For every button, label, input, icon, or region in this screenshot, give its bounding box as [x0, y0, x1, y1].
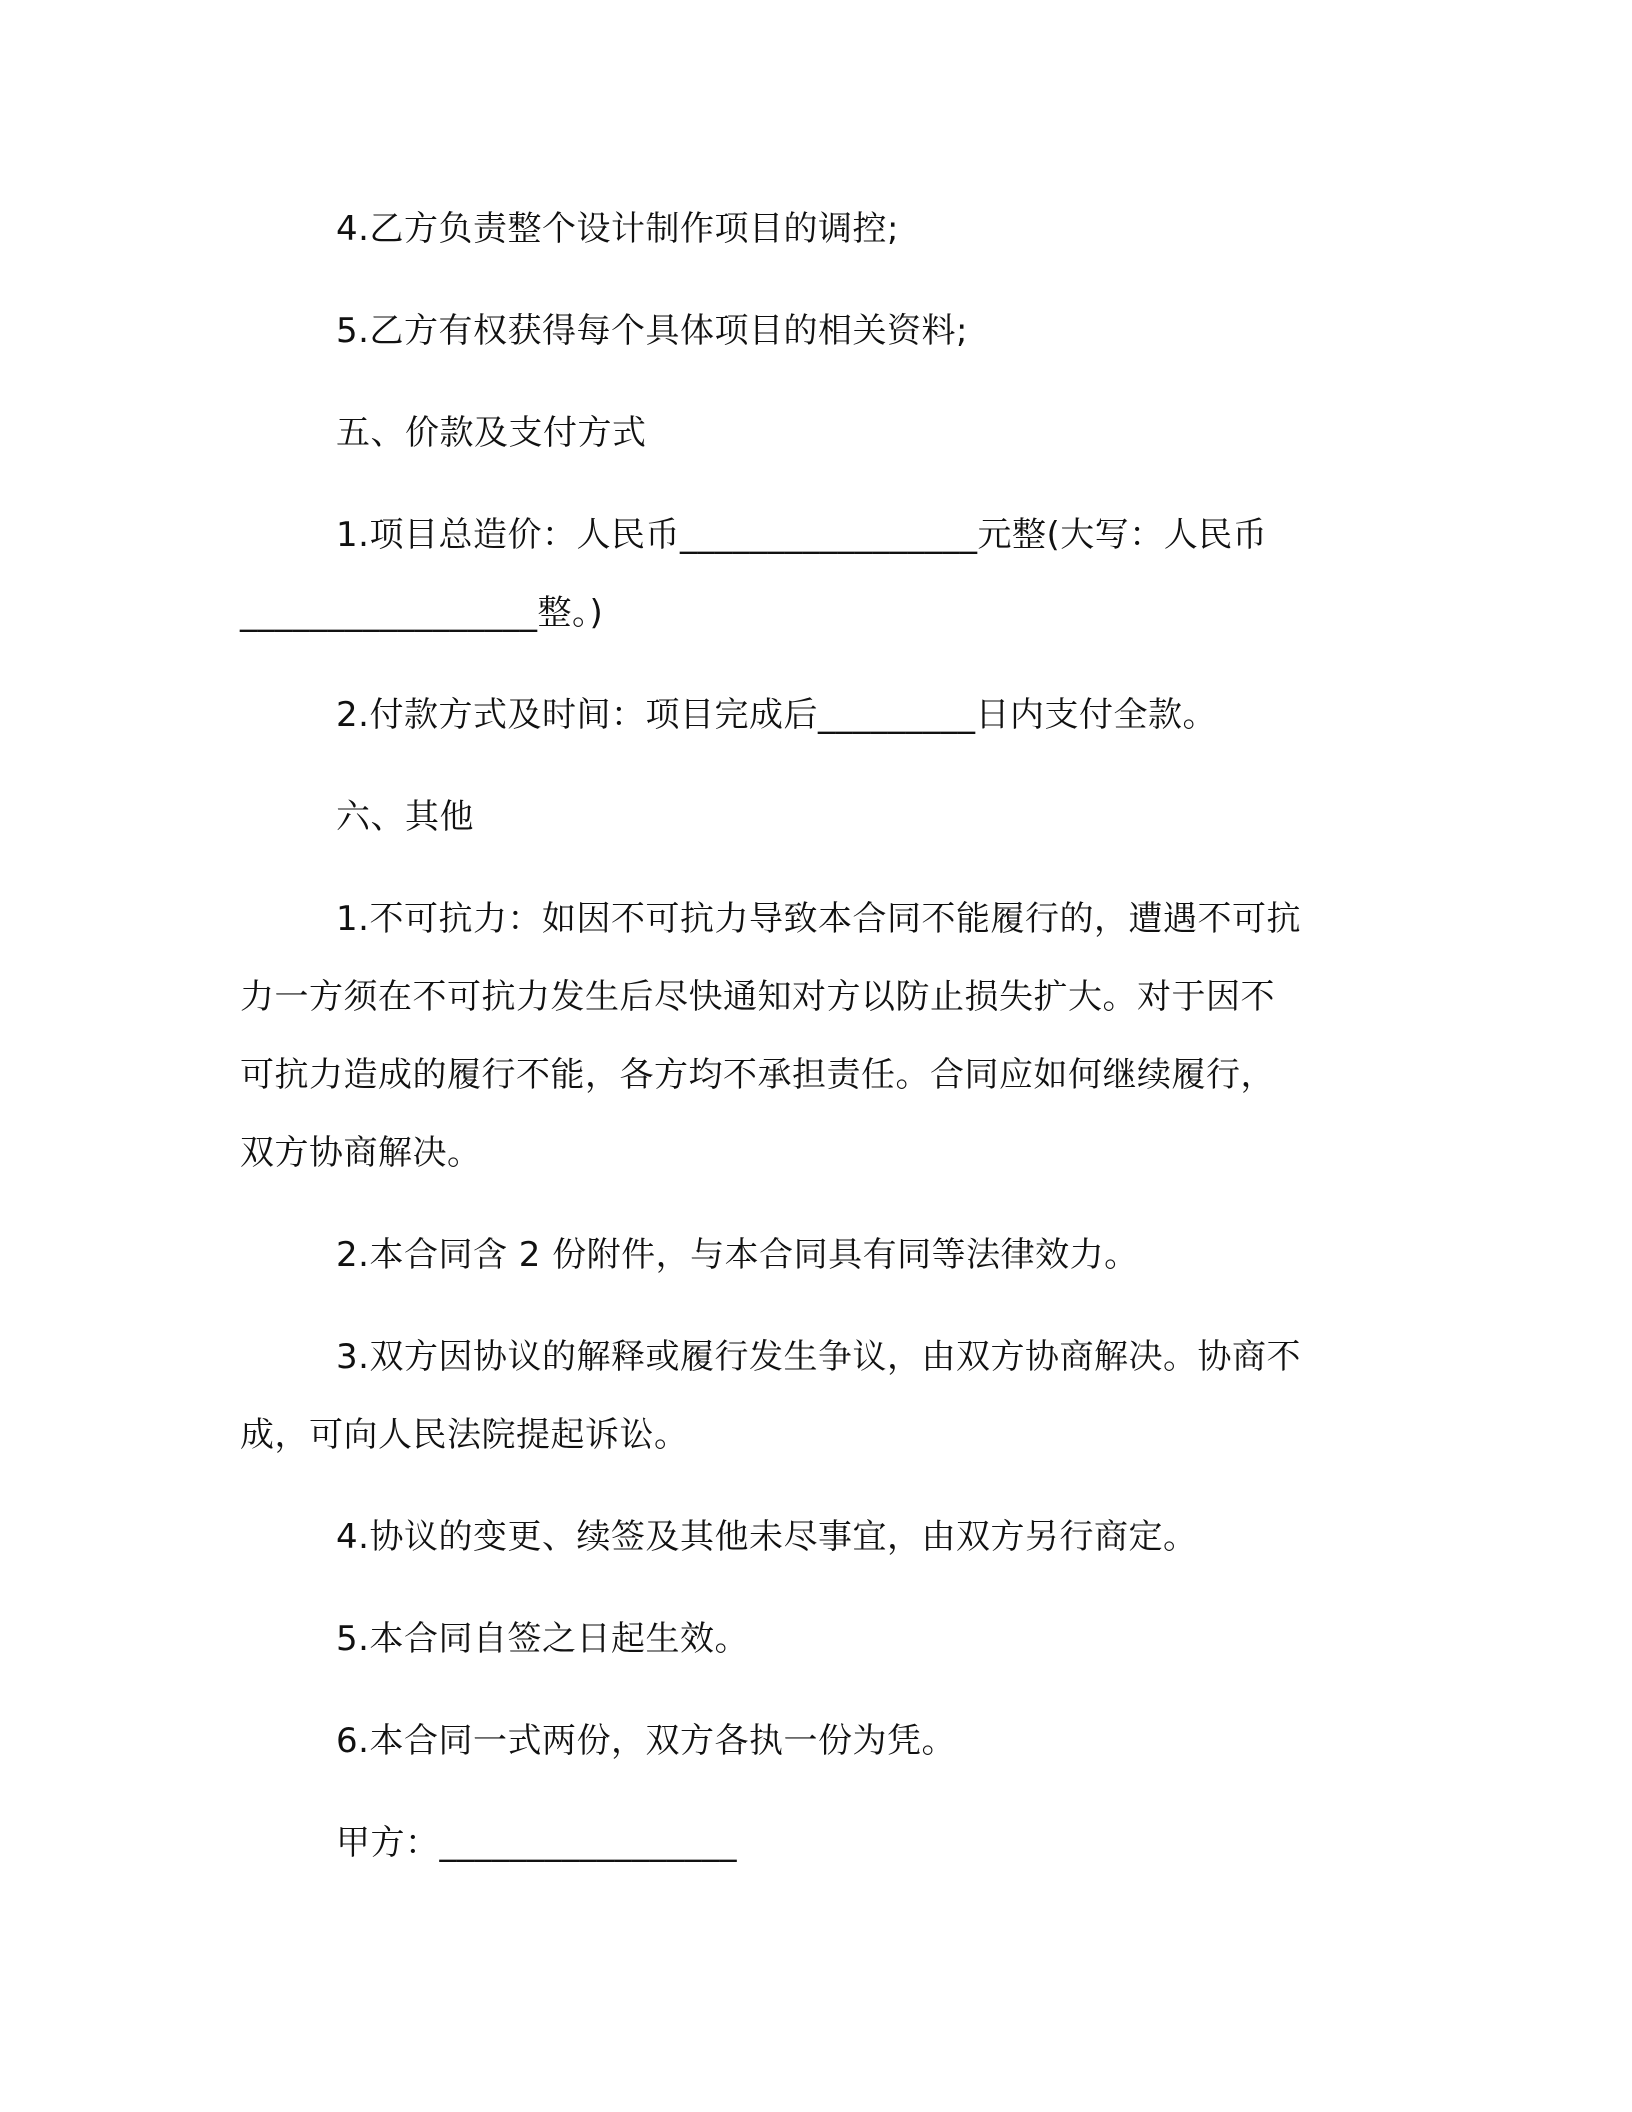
- other-clause-1: [240, 880, 1380, 1192]
- clause-b-5: [240, 292, 1380, 370]
- payment-clause-1: [240, 496, 1380, 652]
- paragraph-line: 甲方：_________________: [336, 1823, 737, 1863]
- paragraph-line: 双方协商解决。: [240, 1133, 482, 1173]
- section-heading: 六、其他: [336, 797, 474, 837]
- section-heading-6: [240, 778, 1380, 856]
- paragraph-line: 可抗力造成的履行不能，各方均不承担责任。合同应如何继续履行，: [240, 1055, 1275, 1095]
- paragraph-line: 1.不可抗力：如因不可抗力导致本合同不能履行的，遭遇不可抗: [336, 899, 1301, 939]
- section-heading: 五、价款及支付方式: [336, 413, 647, 453]
- paragraph-line: 力一方须在不可抗力发生后尽快通知对方以防止损失扩大。对于因不: [240, 977, 1275, 1017]
- document-page: [240, 190, 1380, 1906]
- paragraph-line: 5.本合同自签之日起生效。: [336, 1619, 749, 1659]
- paragraph-line: 5.乙方有权获得每个具体项目的相关资料;: [336, 311, 968, 351]
- paragraph-line: 成，可向人民法院提起诉讼。: [240, 1415, 689, 1455]
- paragraph-line: 6.本合同一式两份，双方各执一份为凭。: [336, 1721, 956, 1761]
- other-clause-5: [240, 1600, 1380, 1678]
- section-heading-5: [240, 394, 1380, 472]
- other-clause-4: [240, 1498, 1380, 1576]
- paragraph-line: 2.付款方式及时间：项目完成后_________日内支付全款。: [336, 695, 1217, 735]
- paragraph-line: 1.项目总造价：人民币_________________元整(大写：人民币: [336, 515, 1268, 555]
- paragraph-line: _________________整。): [240, 593, 604, 633]
- clause-b-4: [240, 190, 1380, 268]
- party-a-signature-line: [240, 1804, 1380, 1882]
- other-clause-2: [240, 1216, 1380, 1294]
- paragraph-line: 2.本合同含 2 份附件，与本合同具有同等法律效力。: [336, 1235, 1139, 1275]
- payment-clause-2: [240, 676, 1380, 754]
- other-clause-6: [240, 1702, 1380, 1780]
- paragraph-line: 4.协议的变更、续签及其他未尽事宜，由双方另行商定。: [336, 1517, 1198, 1557]
- paragraph-line: 4.乙方负责整个设计制作项目的调控;: [336, 209, 899, 249]
- other-clause-3: [240, 1318, 1380, 1474]
- paragraph-line: 3.双方因协议的解释或履行发生争议，由双方协商解决。协商不: [336, 1337, 1301, 1377]
